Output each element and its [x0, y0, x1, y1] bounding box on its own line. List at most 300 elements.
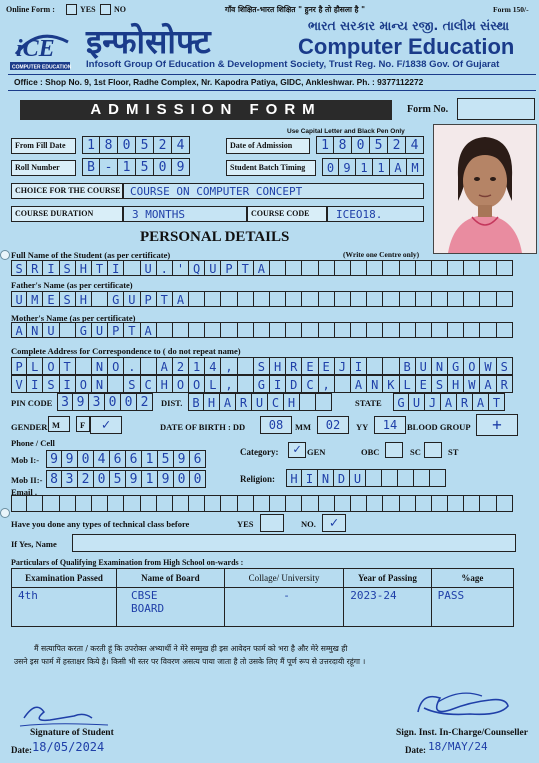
char-cell[interactable]: J [425, 393, 441, 411]
char-cell[interactable]: G [76, 322, 92, 338]
char-cell[interactable]: A [11, 322, 27, 338]
char-cell[interactable]: N [318, 469, 334, 487]
char-cell[interactable]: H [76, 260, 92, 276]
char-cell[interactable]: L [205, 375, 221, 393]
char-cell[interactable]: 0 [118, 136, 136, 154]
char-cell[interactable] [480, 260, 496, 276]
char-cell[interactable] [366, 469, 382, 487]
char-cell[interactable] [319, 260, 335, 276]
char-cell[interactable] [398, 469, 414, 487]
char-cell[interactable] [92, 495, 108, 512]
char-cell[interactable]: S [60, 291, 76, 307]
char-cell[interactable] [367, 495, 383, 512]
char-cell[interactable]: M [407, 158, 424, 176]
char-cell[interactable] [270, 495, 286, 512]
char-cell[interactable]: T [238, 260, 254, 276]
char-cell[interactable]: E [43, 291, 59, 307]
char-cell[interactable]: 0 [322, 158, 339, 176]
email-field[interactable] [11, 495, 513, 512]
char-cell[interactable] [383, 357, 399, 375]
char-cell[interactable] [108, 495, 124, 512]
char-cell[interactable]: T [157, 291, 173, 307]
char-cell[interactable] [319, 322, 335, 338]
char-cell[interactable]: Q [189, 260, 205, 276]
blood-group-field[interactable]: + [476, 414, 518, 436]
char-cell[interactable]: H [157, 375, 173, 393]
char-cell[interactable]: T [60, 357, 76, 375]
char-cell[interactable]: L [27, 357, 43, 375]
char-cell[interactable] [238, 357, 254, 375]
char-cell[interactable]: 5 [110, 470, 126, 488]
char-cell[interactable]: 9 [46, 450, 62, 468]
char-cell[interactable]: 3 [89, 393, 105, 411]
char-cell[interactable] [108, 375, 124, 393]
gender-m-box[interactable]: M [48, 416, 70, 432]
char-cell[interactable]: N [367, 375, 383, 393]
char-cell[interactable] [432, 322, 448, 338]
char-cell[interactable] [335, 495, 351, 512]
char-cell[interactable] [400, 291, 416, 307]
char-cell[interactable] [238, 495, 254, 512]
char-cell[interactable] [76, 357, 92, 375]
char-cell[interactable]: N [432, 357, 448, 375]
char-cell[interactable]: P [221, 260, 237, 276]
char-cell[interactable]: D [334, 469, 350, 487]
year-cell[interactable]: 2023-24 [344, 588, 431, 627]
char-cell[interactable]: , [319, 375, 335, 393]
char-cell[interactable]: 0 [94, 470, 110, 488]
char-cell[interactable]: H [448, 375, 464, 393]
char-cell[interactable] [60, 322, 76, 338]
online-yes-checkbox[interactable] [66, 4, 77, 15]
category-obc-checkbox[interactable] [385, 442, 403, 458]
char-cell[interactable] [300, 393, 316, 411]
char-cell[interactable]: 0 [352, 136, 370, 154]
char-cell[interactable] [319, 495, 335, 512]
char-cell[interactable]: I [108, 260, 124, 276]
batch-timing-field[interactable] [322, 158, 424, 176]
char-cell[interactable]: P [141, 291, 157, 307]
char-cell[interactable]: N [92, 375, 108, 393]
char-cell[interactable]: 0 [105, 393, 121, 411]
char-cell[interactable]: 9 [62, 450, 78, 468]
char-cell[interactable]: 9 [126, 470, 142, 488]
char-cell[interactable] [270, 322, 286, 338]
online-no-checkbox[interactable] [100, 4, 111, 15]
char-cell[interactable]: 9 [73, 393, 89, 411]
tech-no-checkbox[interactable]: ✓ [322, 514, 346, 532]
char-cell[interactable]: N [27, 322, 43, 338]
char-cell[interactable]: K [383, 375, 399, 393]
char-cell[interactable] [416, 291, 432, 307]
address-line-1-field[interactable] [11, 357, 513, 375]
char-cell[interactable]: I [270, 375, 286, 393]
char-cell[interactable] [319, 291, 335, 307]
char-cell[interactable]: C [302, 375, 318, 393]
char-cell[interactable] [351, 322, 367, 338]
state-field[interactable] [393, 393, 505, 411]
char-cell[interactable] [238, 375, 254, 393]
char-cell[interactable] [254, 291, 270, 307]
course-choice-field[interactable]: COURSE ON COMPUTER CONCEPT [123, 183, 424, 199]
course-code-field[interactable]: ICEO18. [327, 206, 424, 222]
char-cell[interactable] [497, 291, 513, 307]
char-cell[interactable] [335, 291, 351, 307]
char-cell[interactable]: H [286, 469, 302, 487]
char-cell[interactable]: I [60, 375, 76, 393]
char-cell[interactable] [383, 322, 399, 338]
char-cell[interactable] [448, 322, 464, 338]
char-cell[interactable]: S [432, 375, 448, 393]
char-cell[interactable]: B [188, 393, 204, 411]
char-cell[interactable] [464, 291, 480, 307]
char-cell[interactable]: 2 [137, 393, 153, 411]
char-cell[interactable]: A [351, 375, 367, 393]
char-cell[interactable] [124, 495, 140, 512]
char-cell[interactable] [286, 495, 302, 512]
char-cell[interactable]: H [270, 357, 286, 375]
char-cell[interactable]: R [457, 393, 473, 411]
char-cell[interactable]: G [254, 375, 270, 393]
roll-number-field[interactable] [82, 158, 190, 176]
char-cell[interactable]: 1 [316, 136, 334, 154]
char-cell[interactable]: A [390, 158, 407, 176]
char-cell[interactable]: 6 [110, 450, 126, 468]
char-cell[interactable]: 1 [189, 357, 205, 375]
char-cell[interactable]: 5 [158, 450, 174, 468]
category-sc-checkbox[interactable] [424, 442, 442, 458]
if-yes-name-field[interactable] [72, 534, 516, 552]
char-cell[interactable] [27, 495, 43, 512]
char-cell[interactable] [367, 260, 383, 276]
char-cell[interactable] [254, 495, 270, 512]
char-cell[interactable]: 8 [334, 136, 352, 154]
char-cell[interactable] [432, 495, 448, 512]
form-no-field[interactable] [457, 98, 535, 120]
char-cell[interactable] [286, 291, 302, 307]
char-cell[interactable]: S [11, 260, 27, 276]
mother-name-field[interactable] [11, 322, 513, 338]
char-cell[interactable]: T [489, 393, 505, 411]
char-cell[interactable] [302, 495, 318, 512]
char-cell[interactable]: V [11, 375, 27, 393]
char-cell[interactable] [189, 495, 205, 512]
char-cell[interactable]: O [464, 357, 480, 375]
char-cell[interactable]: U [11, 291, 27, 307]
char-cell[interactable]: W [480, 357, 496, 375]
char-cell[interactable]: A [480, 375, 496, 393]
char-cell[interactable]: U [92, 322, 108, 338]
char-cell[interactable] [286, 322, 302, 338]
char-cell[interactable]: U [252, 393, 268, 411]
char-cell[interactable] [173, 322, 189, 338]
char-cell[interactable]: 0 [121, 393, 137, 411]
char-cell[interactable]: 2 [154, 136, 172, 154]
char-cell[interactable] [497, 495, 513, 512]
char-cell[interactable] [157, 322, 173, 338]
char-cell[interactable] [238, 322, 254, 338]
char-cell[interactable] [92, 291, 108, 307]
char-cell[interactable]: 9 [172, 158, 190, 176]
char-cell[interactable]: O [173, 375, 189, 393]
char-cell[interactable] [76, 495, 92, 512]
char-cell[interactable] [414, 469, 430, 487]
char-cell[interactable] [448, 260, 464, 276]
char-cell[interactable] [400, 322, 416, 338]
char-cell[interactable]: 0 [78, 450, 94, 468]
char-cell[interactable]: 0 [190, 470, 206, 488]
char-cell[interactable]: U [43, 322, 59, 338]
char-cell[interactable] [157, 495, 173, 512]
char-cell[interactable] [416, 495, 432, 512]
char-cell[interactable] [221, 495, 237, 512]
char-cell[interactable]: 1 [118, 158, 136, 176]
dob-mm-field[interactable]: 02 [317, 416, 349, 434]
char-cell[interactable] [43, 495, 59, 512]
char-cell[interactable]: U [409, 393, 425, 411]
char-cell[interactable] [316, 393, 332, 411]
char-cell[interactable]: E [319, 357, 335, 375]
char-cell[interactable] [205, 495, 221, 512]
char-cell[interactable]: 1 [82, 136, 100, 154]
char-cell[interactable]: I [302, 469, 318, 487]
char-cell[interactable]: ' [173, 260, 189, 276]
char-cell[interactable] [270, 260, 286, 276]
char-cell[interactable] [497, 322, 513, 338]
char-cell[interactable]: H [284, 393, 300, 411]
char-cell[interactable]: 0 [154, 158, 172, 176]
char-cell[interactable]: G [448, 357, 464, 375]
char-cell[interactable] [124, 260, 140, 276]
course-duration-field[interactable]: 3 MONTHS [123, 206, 247, 222]
char-cell[interactable]: P [11, 357, 27, 375]
char-cell[interactable] [205, 291, 221, 307]
char-cell[interactable]: , [221, 357, 237, 375]
char-cell[interactable]: T [92, 260, 108, 276]
char-cell[interactable] [302, 322, 318, 338]
char-cell[interactable]: G [393, 393, 409, 411]
char-cell[interactable]: R [497, 375, 513, 393]
char-cell[interactable]: P [108, 322, 124, 338]
char-cell[interactable]: R [27, 260, 43, 276]
char-cell[interactable] [432, 291, 448, 307]
address-line-2-field[interactable] [11, 375, 513, 393]
dob-yy-field[interactable]: 14 [374, 416, 406, 434]
char-cell[interactable]: O [43, 357, 59, 375]
char-cell[interactable] [480, 322, 496, 338]
char-cell[interactable]: 9 [174, 450, 190, 468]
char-cell[interactable] [400, 495, 416, 512]
char-cell[interactable]: S [497, 357, 513, 375]
char-cell[interactable]: U [416, 357, 432, 375]
char-cell[interactable]: U [124, 291, 140, 307]
char-cell[interactable]: E [302, 357, 318, 375]
char-cell[interactable]: 4 [205, 357, 221, 375]
char-cell[interactable]: O [76, 375, 92, 393]
char-cell[interactable]: S [124, 375, 140, 393]
dist-field[interactable] [188, 393, 332, 411]
char-cell[interactable] [286, 260, 302, 276]
full-name-field[interactable] [11, 260, 513, 276]
char-cell[interactable]: B [400, 357, 416, 375]
char-cell[interactable] [464, 495, 480, 512]
char-cell[interactable]: G [108, 291, 124, 307]
college-cell[interactable]: - [224, 588, 344, 627]
char-cell[interactable] [383, 291, 399, 307]
char-cell[interactable] [416, 260, 432, 276]
char-cell[interactable] [335, 260, 351, 276]
char-cell[interactable]: N [92, 357, 108, 375]
char-cell[interactable]: 6 [190, 450, 206, 468]
char-cell[interactable]: A [441, 393, 457, 411]
char-cell[interactable] [221, 291, 237, 307]
char-cell[interactable]: S [43, 375, 59, 393]
char-cell[interactable]: . [157, 260, 173, 276]
char-cell[interactable] [480, 495, 496, 512]
char-cell[interactable]: C [268, 393, 284, 411]
char-cell[interactable]: A [254, 260, 270, 276]
char-cell[interactable] [141, 495, 157, 512]
pin-code-field[interactable] [57, 393, 153, 411]
char-cell[interactable]: 4 [94, 450, 110, 468]
char-cell[interactable]: 5 [370, 136, 388, 154]
category-gen-checkbox[interactable]: ✓ [288, 442, 306, 458]
char-cell[interactable]: O [189, 375, 205, 393]
char-cell[interactable]: 1 [142, 450, 158, 468]
char-cell[interactable] [367, 357, 383, 375]
char-cell[interactable] [367, 291, 383, 307]
char-cell[interactable] [448, 291, 464, 307]
char-cell[interactable]: 9 [158, 470, 174, 488]
mob2-field[interactable] [46, 470, 206, 488]
char-cell[interactable] [302, 291, 318, 307]
char-cell[interactable]: 1 [142, 470, 158, 488]
char-cell[interactable]: H [204, 393, 220, 411]
char-cell[interactable]: R [286, 357, 302, 375]
char-cell[interactable] [351, 260, 367, 276]
char-cell[interactable]: 2 [78, 470, 94, 488]
char-cell[interactable]: 4 [406, 136, 424, 154]
char-cell[interactable]: 0 [174, 470, 190, 488]
char-cell[interactable]: B [82, 158, 100, 176]
char-cell[interactable] [351, 291, 367, 307]
char-cell[interactable] [221, 322, 237, 338]
char-cell[interactable]: C [141, 375, 157, 393]
char-cell[interactable]: - [100, 158, 118, 176]
char-cell[interactable]: A [173, 291, 189, 307]
char-cell[interactable] [383, 495, 399, 512]
char-cell[interactable]: 4 [172, 136, 190, 154]
char-cell[interactable]: 1 [356, 158, 373, 176]
board-cell[interactable]: CBSE BOARD [117, 588, 225, 627]
char-cell[interactable]: S [254, 357, 270, 375]
char-cell[interactable]: O [108, 357, 124, 375]
char-cell[interactable]: . [124, 357, 140, 375]
char-cell[interactable]: 9 [339, 158, 356, 176]
char-cell[interactable] [238, 291, 254, 307]
char-cell[interactable]: 2 [173, 357, 189, 375]
char-cell[interactable]: 2 [388, 136, 406, 154]
char-cell[interactable]: 5 [136, 136, 154, 154]
char-cell[interactable]: A [473, 393, 489, 411]
char-cell[interactable]: 3 [57, 393, 73, 411]
char-cell[interactable]: M [27, 291, 43, 307]
char-cell[interactable] [430, 469, 446, 487]
char-cell[interactable] [432, 260, 448, 276]
char-cell[interactable]: D [286, 375, 302, 393]
char-cell[interactable]: R [236, 393, 252, 411]
char-cell[interactable] [367, 322, 383, 338]
char-cell[interactable]: A [141, 322, 157, 338]
char-cell[interactable] [189, 291, 205, 307]
char-cell[interactable]: 1 [373, 158, 390, 176]
char-cell[interactable] [205, 322, 221, 338]
char-cell[interactable] [497, 260, 513, 276]
char-cell[interactable] [480, 291, 496, 307]
char-cell[interactable] [382, 469, 398, 487]
mob1-field[interactable] [46, 450, 206, 468]
char-cell[interactable] [60, 495, 76, 512]
char-cell[interactable] [270, 291, 286, 307]
char-cell[interactable] [383, 260, 399, 276]
char-cell[interactable] [173, 495, 189, 512]
char-cell[interactable]: A [220, 393, 236, 411]
char-cell[interactable]: 5 [136, 158, 154, 176]
char-cell[interactable] [400, 260, 416, 276]
char-cell[interactable]: E [416, 375, 432, 393]
religion-field[interactable] [286, 469, 446, 487]
char-cell[interactable]: U [205, 260, 221, 276]
char-cell[interactable]: I [43, 260, 59, 276]
dob-dd-field[interactable]: 08 [260, 416, 292, 434]
char-cell[interactable] [335, 322, 351, 338]
char-cell[interactable]: I [351, 357, 367, 375]
exam-passed-cell[interactable]: 4th [12, 588, 117, 627]
char-cell[interactable] [416, 322, 432, 338]
char-cell[interactable]: H [76, 291, 92, 307]
char-cell[interactable]: 3 [62, 470, 78, 488]
char-cell[interactable]: 6 [126, 450, 142, 468]
char-cell[interactable] [448, 495, 464, 512]
from-fill-date-field[interactable] [82, 136, 190, 154]
father-name-field[interactable] [11, 291, 513, 307]
char-cell[interactable] [464, 322, 480, 338]
char-cell[interactable] [11, 495, 27, 512]
char-cell[interactable]: S [60, 260, 76, 276]
date-of-admission-field[interactable] [316, 136, 424, 154]
char-cell[interactable]: W [464, 375, 480, 393]
gender-f-checkbox[interactable]: ✓ [90, 416, 122, 434]
char-cell[interactable] [141, 357, 157, 375]
char-cell[interactable]: 8 [46, 470, 62, 488]
char-cell[interactable]: I [27, 375, 43, 393]
char-cell[interactable]: 8 [100, 136, 118, 154]
tech-yes-checkbox[interactable] [260, 514, 284, 532]
char-cell[interactable] [254, 322, 270, 338]
char-cell[interactable] [464, 260, 480, 276]
char-cell[interactable]: , [221, 375, 237, 393]
char-cell[interactable] [189, 322, 205, 338]
char-cell[interactable] [302, 260, 318, 276]
char-cell[interactable]: T [124, 322, 140, 338]
char-cell[interactable]: A [157, 357, 173, 375]
char-cell[interactable] [351, 495, 367, 512]
char-cell[interactable]: L [400, 375, 416, 393]
percentage-cell[interactable]: PASS [431, 588, 513, 627]
char-cell[interactable] [335, 375, 351, 393]
char-cell[interactable]: J [335, 357, 351, 375]
char-cell[interactable]: U [350, 469, 366, 487]
